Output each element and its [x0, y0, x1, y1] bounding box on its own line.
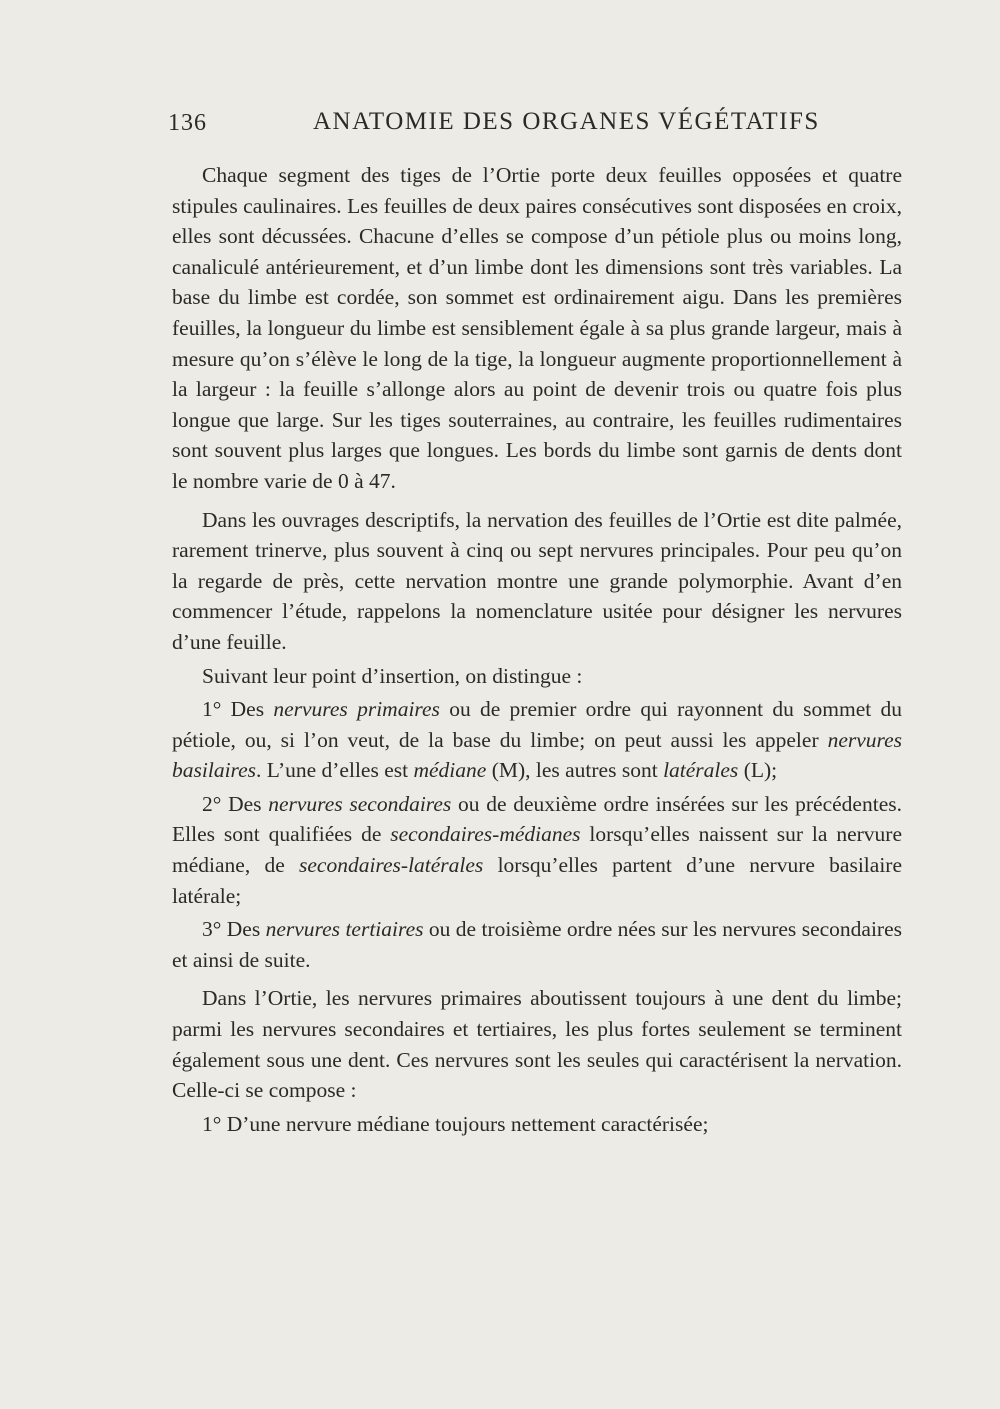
- text-run: 1° Des: [202, 697, 274, 722]
- paragraph-nettle-veins: Dans l’Ortie, les nervures primaires aboutissent toujours à une dent du limbe; parmi les nervures secondaires et tertiaires, les plus fortes seulement se terminent également sous une dent. Ces nervures sont les seules qui caractérisent la nervation. Celle-ci se compose :: [172, 986, 902, 1103]
- text-run: (M), les autres sont: [486, 758, 664, 783]
- paragraph-primary-veins: [172, 694, 902, 786]
- text-run: lorsqu’elles naissent sur la nervure médiane, de: [172, 822, 902, 878]
- text-run: 3° Des: [202, 917, 266, 942]
- italic-term: nervures primaires: [273, 697, 440, 722]
- text-run: (L);: [738, 758, 778, 783]
- italic-term: nervures secondaires: [268, 791, 452, 816]
- paragraph-median-vein: 1° D’une nervure médiane toujours nettement caractérisée;: [202, 1111, 709, 1136]
- text-run: ou de premier ordre qui rayonnent du sommet du pétiole, ou, si l’on veut, de la base du limbe; on peut aussi les appeler: [172, 697, 902, 752]
- paragraph-leaf-description: Chaque segment des tiges de l’Ortie porte deux feuilles opposées et quatre stipules caulinaires. Les feuilles de deux paires consécutives sont disposées en croix, elles sont décussées. Chacune d’elles se compose d’un pétiole plus ou moins long, canaliculé antérieurement, et d’un limbe dont les dimensions sont très variables. La base du limbe est cordée, son sommet est ordinairement aigu. Dans les premières feuilles, la longueur du limbe est sensiblement égale à sa plus grande largeur, mais à mesure qu’on s’élève le long de la tige, la longueur augmente proportionnellement à la largeur : la feuille s’allonge alors au point de devenir trois ou quatre fois plus longue que large. Sur les tiges souterraines, au contraire, les feuilles rudimentaires sont souvent plus larges que longues. Les bords du limbe sont garnis de dents dont le nombre varie de 0 à 47.: [172, 163, 902, 493]
- italic-term: nervures basilaires: [172, 727, 902, 783]
- paragraph-nervation-intro: Dans les ouvrages descriptifs, la nervation des feuilles de l’Ortie est dite palmée, rarement trinerve, plus souvent à cinq ou sept nervures principales. Pour peu qu’on la regarde de près, cette nervation montre une grande polymorphie. Avant d’en commencer l’étude, rappelons la nomenclature usitée pour désigner les nervures d’une feuille.: [172, 507, 902, 654]
- text-run: 2° Des: [202, 791, 269, 816]
- text-run: lorsqu’elles partent d’une nervure basilaire latérale;: [172, 853, 902, 908]
- page-number: 136: [168, 110, 207, 136]
- header-title: ANATOMIE DES ORGANES VÉGÉTATIFS: [313, 108, 820, 135]
- paragraph-secondary-veins: [172, 789, 902, 911]
- italic-term: secondaires-médianes: [390, 822, 581, 847]
- text-run: . L’une d’elles est: [256, 758, 414, 783]
- paragraph-insertion-intro: Suivant leur point d’insertion, on distingue :: [202, 663, 583, 688]
- body-text: [172, 160, 902, 1139]
- text-run: ou de deuxième ordre insérées sur les précédentes. Elles sont qualifiées de: [172, 791, 902, 847]
- italic-term: latérales: [663, 758, 739, 783]
- italic-term: nervures tertiaires: [265, 917, 424, 942]
- italic-term: médiane: [413, 758, 487, 783]
- italic-term: secondaires-latérales: [299, 853, 484, 878]
- running-head: [168, 104, 898, 144]
- text-run: ou de troisième ordre nées sur les nervures secondaires et ainsi de suite.: [172, 917, 902, 972]
- paragraph-tertiary-veins: [172, 914, 902, 975]
